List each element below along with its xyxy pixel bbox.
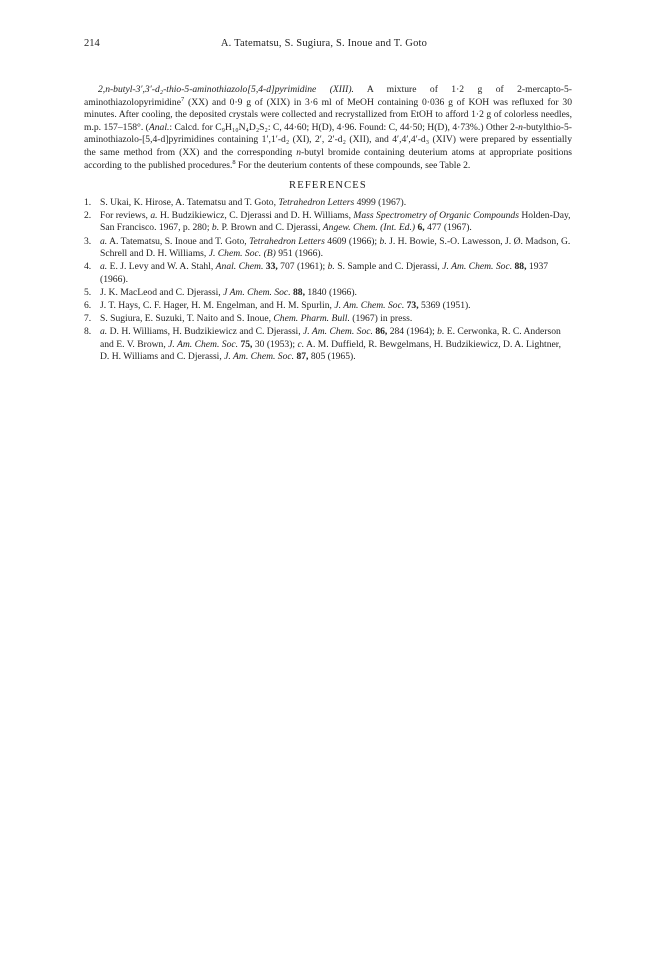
ref-number: 6. xyxy=(84,300,92,311)
ref-text: S. Sample and C. Djerassi, xyxy=(334,261,443,273)
ref-text: E. Cerwonka, R. C. Anderson and E. V. Brown, xyxy=(100,326,561,350)
ref-text: 1840 (1966). xyxy=(304,286,357,298)
reference-7 xyxy=(84,313,572,326)
ref-number: 1. xyxy=(84,196,92,208)
para-text-1: A mixture of 1·2 g of 2-mercapto-5-aminothiazolopyrimidine xyxy=(84,84,572,108)
ref-volume: 73, xyxy=(404,300,419,311)
ref-text: J. T. Hays, C. F. Hager, H. M. Engelman, and H. M. Spurlin, xyxy=(100,300,335,311)
ref-number: 8. xyxy=(84,326,92,338)
ref-volume: 86, xyxy=(372,326,388,338)
ref-journal: J. Am. Chem. Soc. xyxy=(303,326,373,338)
reference-8 xyxy=(84,326,572,364)
compound-title: 2,n-butyl-3′,3′-d₂-thio-5-aminothiazolo[5,4-d]pyrimidine (XIII). xyxy=(98,84,354,95)
ref-text: For reviews, xyxy=(100,209,151,221)
ref-text: 5369 (1951). xyxy=(418,300,471,311)
ref-text: S. Ukai, K. Hirose, A. Tatematsu and T. Goto, xyxy=(100,196,279,208)
ref-journal: Tetrahedron Letters xyxy=(278,196,355,208)
ref-journal: J. Am. Chem. Soc. xyxy=(334,300,405,311)
n-prefix-2: n xyxy=(296,146,301,158)
ref-text: 707 (1961); xyxy=(277,261,328,273)
page-header xyxy=(84,38,564,54)
ref-journal: J. Am. Chem. Soc. xyxy=(168,338,239,350)
references-heading: REFERENCES xyxy=(289,180,367,192)
ref-sublabel: a. xyxy=(100,235,108,247)
ref-text: 1937 (1966). xyxy=(100,261,549,285)
ref-volume: 6, xyxy=(415,222,425,234)
n-prefix: n xyxy=(518,121,523,133)
reference-1 xyxy=(84,197,572,210)
ref-journal: J. Am. Chem. Soc. xyxy=(442,261,513,273)
ref-text: 805 (1965). xyxy=(308,351,356,363)
running-head: A. Tatematsu, S. Sugiura, S. Inoue and T. Goto xyxy=(220,38,428,49)
ref-number: 4. xyxy=(84,261,92,273)
ref-sublabel: b. xyxy=(437,326,445,338)
reference-3 xyxy=(84,236,572,261)
ref-volume: 87, xyxy=(294,351,309,363)
ref-sublabel: a. xyxy=(150,209,158,221)
ref-journal: Chem. Pharm. Bull. xyxy=(273,313,350,325)
page-body xyxy=(84,84,572,364)
ref-volume: 88, xyxy=(512,261,527,273)
ref-text: Holden-Day, San Francisco. 1967, p. 280; xyxy=(100,209,571,234)
reference-2 xyxy=(84,210,572,235)
ref-text: 30 (1953); xyxy=(252,338,298,350)
ref-sublabel: a. xyxy=(100,326,108,338)
ref-journal: Tetrahedron Letters xyxy=(249,235,325,247)
ref-volume: 88, xyxy=(290,286,305,298)
ref-journal: Anal. Chem. xyxy=(215,261,264,273)
ref-journal: J. Am. Chem. Soc. xyxy=(224,351,295,363)
para-text-3: : Calcd. for C₉H₁₀N₄D₂S₂: C, 44·60; H(D), 4·96. Found: C, 44·50; H(D), 4·73%.) Other 2- xyxy=(169,121,519,133)
reference-5 xyxy=(84,287,572,300)
ref-text: J. K. MacLeod and C. Djerassi, xyxy=(100,286,224,298)
reference-list xyxy=(84,197,572,364)
ref-text: D. H. Williams, H. Budzikiewicz and C. Djerassi, xyxy=(107,326,304,338)
ref-text: (1967) in press. xyxy=(349,313,413,325)
ref-number: 7. xyxy=(84,313,92,325)
para-text-2: (XX) and 0·9 g of (XIX) in 3·6 ml of MeOH containing 0·036 g of KOH was refluxed for 30 minutes. After cooling, the deposited crystals were collected and recrystallized from EtOH to afford 1·2 g of colorless needles, m.p. 157–158°. ( xyxy=(84,96,572,133)
reference-6 xyxy=(84,300,572,313)
ref-number: 2. xyxy=(84,209,92,221)
ref-text: J. H. Bowie, S.-O. Lawesson, J. Ø. Madson, G. Schrell and D. H. Williams, xyxy=(100,235,571,260)
citation-8: 8 xyxy=(232,158,236,166)
citation-7: 7 xyxy=(180,95,185,103)
ref-volume: 33, xyxy=(263,261,278,273)
anal-label: Anal. xyxy=(148,121,170,133)
ref-text: 477 (1967). xyxy=(424,222,472,234)
ref-text: P. Brown and C. Djerassi, xyxy=(219,222,323,234)
reference-4 xyxy=(84,261,572,286)
ref-text: E. J. Levy and W. A. Stahl, xyxy=(107,261,216,273)
ref-text: S. Sugiura, E. Suzuki, T. Naito and S. Inoue, xyxy=(100,313,274,325)
ref-text: A. Tatematsu, S. Inoue and T. Goto, xyxy=(107,235,250,247)
ref-sublabel: b. xyxy=(211,222,220,234)
ref-text: A. M. Duffield, R. Bewgelmans, H. Budzikiewicz, D. A. Lightner, D. H. Williams and C. Djerassi, xyxy=(100,338,561,363)
ref-journal: J Am. Chem. Soc. xyxy=(223,286,291,298)
ref-text: 284 (1964); xyxy=(387,326,438,338)
para-text-6: For the deuterium contents of these compounds, see Table 2. xyxy=(235,159,471,171)
para-text-5: -butyl bromide containing deuterium atoms at appropriate positions according to the published procedures. xyxy=(84,146,573,171)
ref-journal: Angew. Chem. (Int. Ed.) xyxy=(322,222,416,234)
ref-sublabel: a. xyxy=(100,261,108,273)
ref-text: 4609 (1966); xyxy=(324,235,380,247)
ref-sublabel: c. xyxy=(297,338,305,350)
ref-number: 5. xyxy=(84,286,92,298)
experimental-paragraph xyxy=(84,84,572,172)
ref-volume: 75, xyxy=(238,338,253,350)
ref-book-title: Mass Spectrometry of Organic Compounds xyxy=(353,209,519,221)
ref-sublabel: b. xyxy=(327,261,335,273)
ref-text: H. Budzikiewicz, C. Djerassi and D. H. Williams, xyxy=(157,209,354,221)
ref-text: 951 (1966). xyxy=(275,248,323,260)
page-number: 214 xyxy=(84,38,100,49)
para-text-4: -butylthio-5-aminothiazolo-[5,4-d]pyrimidines containing 1′,1′-d₂ (XI), 2′, 2′-d₂ (XII), and 4′,4′,4′-d₃ (XIV) were prepared by essentially the same method from (XX) and the corresponding xyxy=(84,121,572,158)
ref-number: 3. xyxy=(84,235,92,247)
ref-journal: J. Chem. Soc. (B) xyxy=(208,248,276,260)
ref-text: 4999 (1967). xyxy=(354,196,407,208)
ref-sublabel: b. xyxy=(379,235,387,247)
